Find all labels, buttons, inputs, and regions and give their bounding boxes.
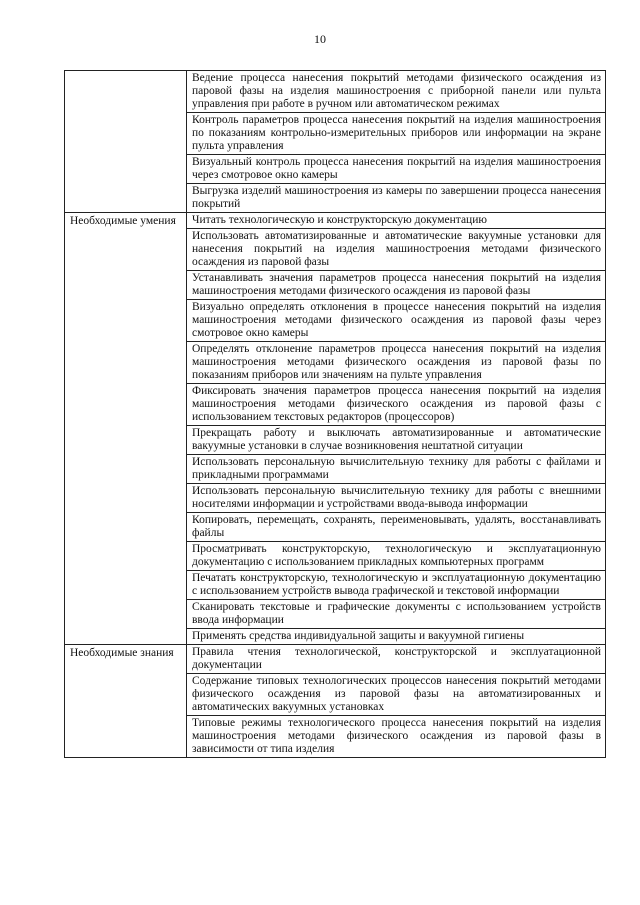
requirement-cell: Визуальный контроль процесса нанесения покрытий на изделия машиностроения через смотровое окно камеры	[187, 155, 606, 184]
requirement-cell: Использовать автоматизированные и автоматические вакуумные установки для нанесения покрытий на изделия машиностроения методами физического осаждения из паровой фазы	[187, 229, 606, 271]
requirement-cell: Контроль параметров процесса нанесения покрытий на изделия машиностроения по показаниям контрольно-измерительных приборов или информации на экране пульта управления	[187, 113, 606, 155]
requirement-cell: Содержание типовых технологических процессов нанесения покрытий методами физического осаждения из паровой фазы на автоматизированных и автоматических вакуумных установках	[187, 674, 606, 716]
requirement-cell: Просматривать конструкторскую, технологическую и эксплуатационную документацию с использованием прикладных компьютерных программ	[187, 542, 606, 571]
requirements-table	[64, 70, 606, 758]
requirement-cell: Использовать персональную вычислительную технику для работы с файлами и прикладными программами	[187, 455, 606, 484]
requirement-cell: Прекращать работу и выключать автоматизированные и автоматические вакуумные установки в случае возникновения нештатной ситуации	[187, 426, 606, 455]
requirement-cell: Ведение процесса нанесения покрытий методами физического осаждения из паровой фазы на изделия машиностроения с приборной панели или пульта управления при работе в ручном или автоматическом режимах	[187, 71, 606, 113]
requirement-cell: Визуально определять отклонения в процессе нанесения покрытий на изделия машиностроения методами физического осаждения из паровой фазы через смотровое окно камеры	[187, 300, 606, 342]
section-label: Необходимые умения	[65, 213, 187, 645]
requirement-cell: Сканировать текстовые и графические документы с использованием устройств ввода информации	[187, 600, 606, 629]
requirement-cell: Читать технологическую и конструкторскую документацию	[187, 213, 606, 229]
section-label	[65, 71, 187, 213]
requirement-cell: Использовать персональную вычислительную технику для работы с внешними носителями информации и устройствами ввода-вывода информации	[187, 484, 606, 513]
requirement-cell: Устанавливать значения параметров процесса нанесения покрытий на изделия машиностроения методами физического осаждения из паровой фазы	[187, 271, 606, 300]
requirement-cell: Печатать конструкторскую, технологическую и эксплуатационную документацию с использованием устройств вывода графической и текстовой информации	[187, 571, 606, 600]
requirement-cell: Копировать, перемещать, сохранять, переименовывать, удалять, восстанавливать файлы	[187, 513, 606, 542]
requirement-cell: Типовые режимы технологического процесса нанесения покрытий на изделия машиностроения методами физического осаждения из паровой фазы в зависимости от типа изделия	[187, 716, 606, 758]
requirement-cell: Применять средства индивидуальной защиты и вакуумной гигиены	[187, 629, 606, 645]
requirement-cell: Выгрузка изделий машиностроения из камеры по завершении процесса нанесения покрытий	[187, 184, 606, 213]
requirement-cell: Определять отклонение параметров процесса нанесения покрытий на изделия машиностроения методами физического осаждения из паровой фазы по показаниям приборов или значениям на пульте управления	[187, 342, 606, 384]
table-row	[65, 645, 606, 674]
table-row	[65, 213, 606, 229]
page-number: 10	[314, 32, 326, 46]
section-label: Необходимые знания	[65, 645, 187, 758]
requirement-cell: Правила чтения технологической, конструкторской и эксплуатационной документации	[187, 645, 606, 674]
requirement-cell: Фиксировать значения параметров процесса нанесения покрытий на изделия машиностроения методами физического осаждения из паровой фазы с использованием текстовых редакторов (процессоров)	[187, 384, 606, 426]
table-row	[65, 71, 606, 113]
